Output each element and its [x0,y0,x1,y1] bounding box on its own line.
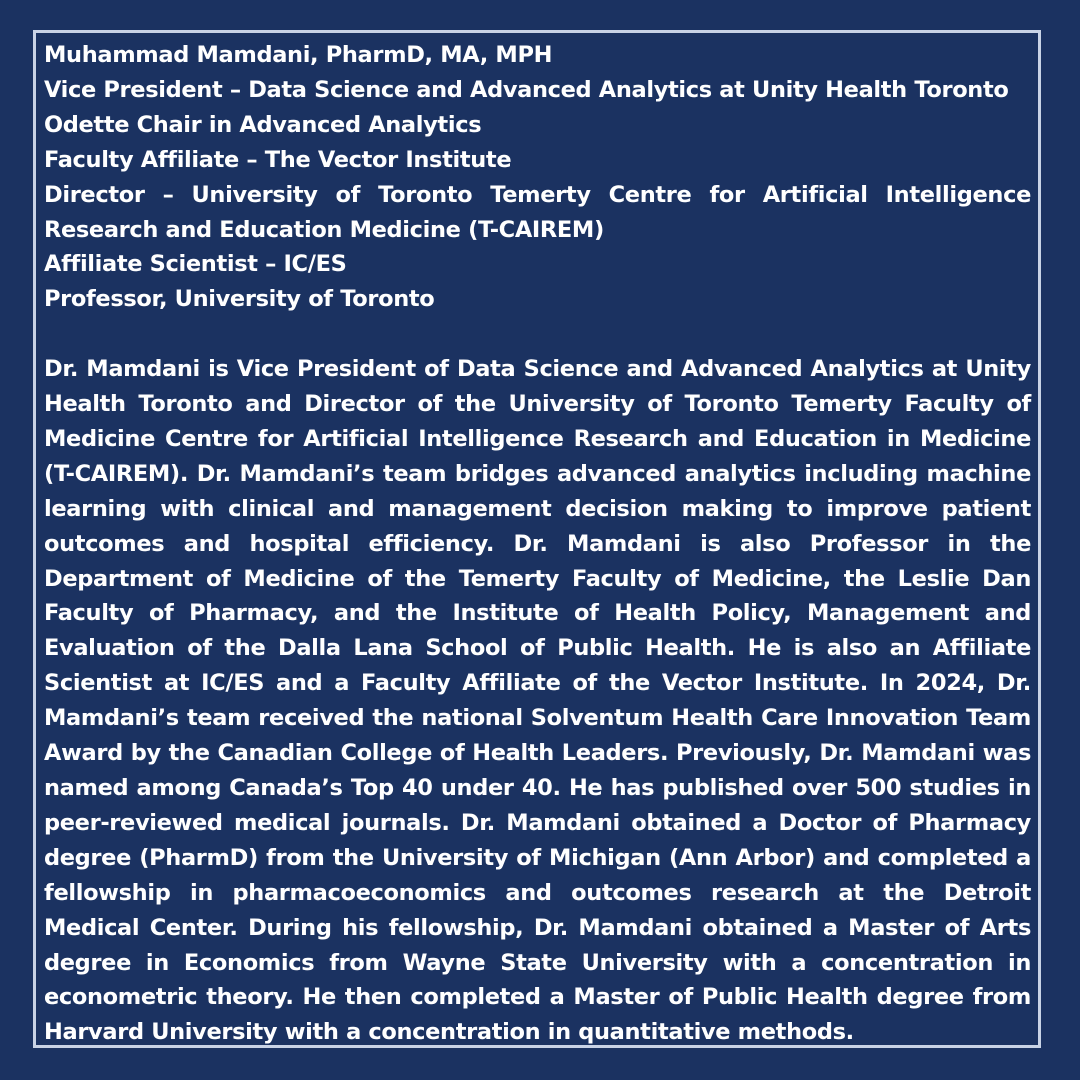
title-director: Director – University of Toronto Temerty Centre for Artificial Intelligence Research and Education Medicine (T-CAIREM) [44,181,1031,243]
title-vice-president: Vice President – Data Science and Advanced Analytics at Unity Health Toronto [44,76,1009,103]
title-odette-chair: Odette Chair in Advanced Analytics [44,111,482,138]
title-affiliate-scientist: Affiliate Scientist – IC/ES [44,251,347,278]
person-name: Muhammad Mamdani, PharmD, MA, MPH [44,42,553,68]
title-professor: Professor, University of Toronto [44,286,435,313]
title-faculty-affiliate: Faculty Affiliate – The Vector Institute [44,146,512,173]
bio-text-block [44,38,1031,1050]
bio-paragraph: Dr. Mamdani is Vice President of Data Science and Advanced Analytics at Unity Health Toronto and Director of the University of Toronto Temerty Faculty of Medicine Centre for Artificial Intelligence Research and Education in Medicine (T-CAIREM). Dr. Mamdani’s team bridges advanced analytics including machine learning with clinical and management decision making to improve patient outcomes and hospital efficiency. Dr. Mamdani is also Professor in the Department of Medicine of the Temerty Faculty of Medicine, the Leslie Dan Faculty of Pharmacy, and the Institute of Health Policy, Management and Evaluation of the Dalla Lana School of Public Health. He is also an Affiliate Scientist at IC/ES and a Faculty Affiliate of the Vector Institute. In 2024, Dr. Mamdani’s team received the national Solventum Health Care Innovation Team Award by the Canadian College of Health Leaders. Previously, Dr. Mamdani was named among Canada’s Top 40 under 40. He has published over 500 studies in peer-reviewed medical journals. Dr. Mamdani obtained a Doctor of Pharmacy degree (PharmD) from the University of Michigan (Ann Arbor) and completed a fellowship in pharmacoeconomics and outcomes research at the Detroit Medical Center. During his fellowship, Dr. Mamdani obtained a Master of Arts degree in Economics from Wayne State University with a concentration in econometric theory. He then completed a Master of Public Health degree from Harvard University with a concentration in quantitative methods. [44,356,1031,1046]
bio-card [33,30,1041,1048]
